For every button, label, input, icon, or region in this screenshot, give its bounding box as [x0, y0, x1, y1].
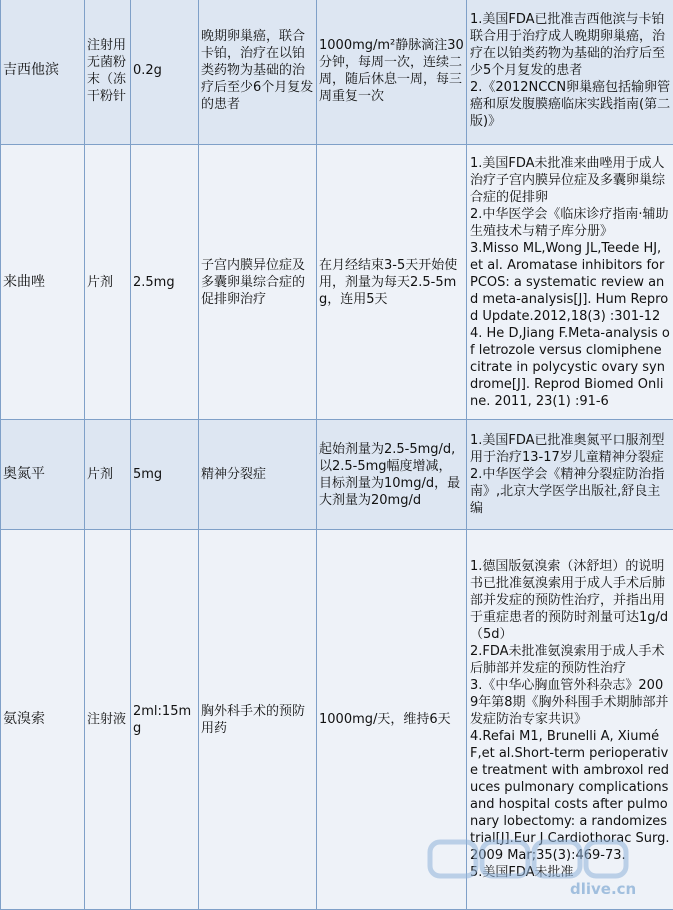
indication-cell: 胸外科手术的预防用药: [199, 530, 317, 910]
reference-item: 4. He D,Jiang F.Meta-analysis of letrozole versus clomiphene citrate in polycystic ovary syndrome[J]. Reprod Biomed Online. 2011, 23(1) :91-6: [470, 325, 671, 410]
reference-cell: [467, 420, 673, 530]
watermark-text: dlive.cn: [570, 880, 636, 898]
reference-cell: [467, 145, 673, 420]
dosage-form-cell: 注射液: [85, 530, 131, 910]
drug-name-cell: 来曲唑: [1, 145, 85, 420]
drug-name-cell: 奥氮平: [1, 420, 85, 530]
dosage-cell: 起始剂量为2.5-5mg/d,以2.5-5mg幅度增减，目标剂量为10mg/d，最大剂量为20mg/d: [317, 420, 467, 530]
indication-cell: 晚期卵巢癌，联合卡铂，治疗在以铂类药物为基础的治疗后至少6个月复发的患者: [199, 0, 317, 145]
table-row: [1, 530, 673, 910]
table-row: [1, 0, 673, 145]
reference-item: 1.德国版氨溴索（沐舒坦）的说明书已批准氨溴索用于成人手术后肺部并发症的预防性治疗，并指出用于重症患者的预防时剂量可达1g/d（5d）: [470, 558, 671, 643]
reference-item: 3.《中华心胸血管外科杂志》2009年第8期《胸外科围手术期肺部并发症防治专家共识》: [470, 677, 671, 728]
reference-item: 1.美国FDA已批准吉西他滨与卡铂联合用于治疗成人晚期卵巢癌，治疗在以铂类药物为基础的治疗后至少5个月复发的患者: [470, 11, 671, 79]
indication-cell: 精神分裂症: [199, 420, 317, 530]
indication-cell: 子宫内膜异位症及多囊卵巢综合症的促排卵治疗: [199, 145, 317, 420]
specification-cell: 2ml:15mg: [131, 530, 199, 910]
reference-item: 2.《2012NCCN卵巢癌包括输卵管癌和原发腹膜癌临床实践指南(第二版)》: [470, 79, 671, 130]
dosage-form-cell: 片剂: [85, 420, 131, 530]
specification-cell: 5mg: [131, 420, 199, 530]
dosage-form-cell: 注射用无菌粉末（冻干粉针: [85, 0, 131, 145]
reference-item: 1.美国FDA未批准来曲唑用于成人治疗子宫内膜异位症及多囊卵巢综合症的促排卵: [470, 155, 671, 206]
table-row: [1, 145, 673, 420]
dosage-cell: 1000mg/m²静脉滴注30分钟，每周一次，连续二周，随后休息一周，每三周重复一次: [317, 0, 467, 145]
table-row: [1, 420, 673, 530]
reference-item: 2.FDA未批准氨溴索用于成人手术后肺部并发症的预防性治疗: [470, 643, 671, 677]
reference-item: 3.Misso ML,Wong JL,Teede HJ, et al. Aromatase inhibitors for PCOS: a systematic review and meta-analysis[J]. Hum Reprod Update.2012,18(3) :301-12: [470, 240, 671, 325]
reference-item: 1.美国FDA已批准奥氮平口服剂型用于治疗13-17岁儿童精神分裂症: [470, 432, 671, 466]
drug-name-cell: 氨溴索: [1, 530, 85, 910]
reference-item: 5.美国FDA未批准: [470, 864, 671, 881]
specification-cell: 2.5mg: [131, 145, 199, 420]
drug-name-cell: 吉西他滨: [1, 0, 85, 145]
dosage-cell: 在月经结束3-5天开始使用，剂量为每天2.5-5mg，连用5天: [317, 145, 467, 420]
reference-cell: [467, 530, 673, 910]
reference-item: 2.中华医学会《临床诊疗指南·辅助生殖技术与精子库分册》: [470, 206, 671, 240]
reference-item: 4.Refai M1, Brunelli A, Xiumé F,et al.Short-term perioperative treatment with ambroxol reduces pulmonary complications and hospital costs after pulmonary lobectomy: a randomizes trial[J].Eur J Cardiothorac Surg. 2009 Mar;35(3):469-73.: [470, 728, 671, 864]
reference-item: 2.中华医学会《精神分裂症防治指南》,北京大学医学出版社,舒良主编: [470, 466, 671, 517]
specification-cell: 0.2g: [131, 0, 199, 145]
dosage-form-cell: 片剂: [85, 145, 131, 420]
dosage-cell: 1000mg/天，维持6天: [317, 530, 467, 910]
reference-cell: [467, 0, 673, 145]
